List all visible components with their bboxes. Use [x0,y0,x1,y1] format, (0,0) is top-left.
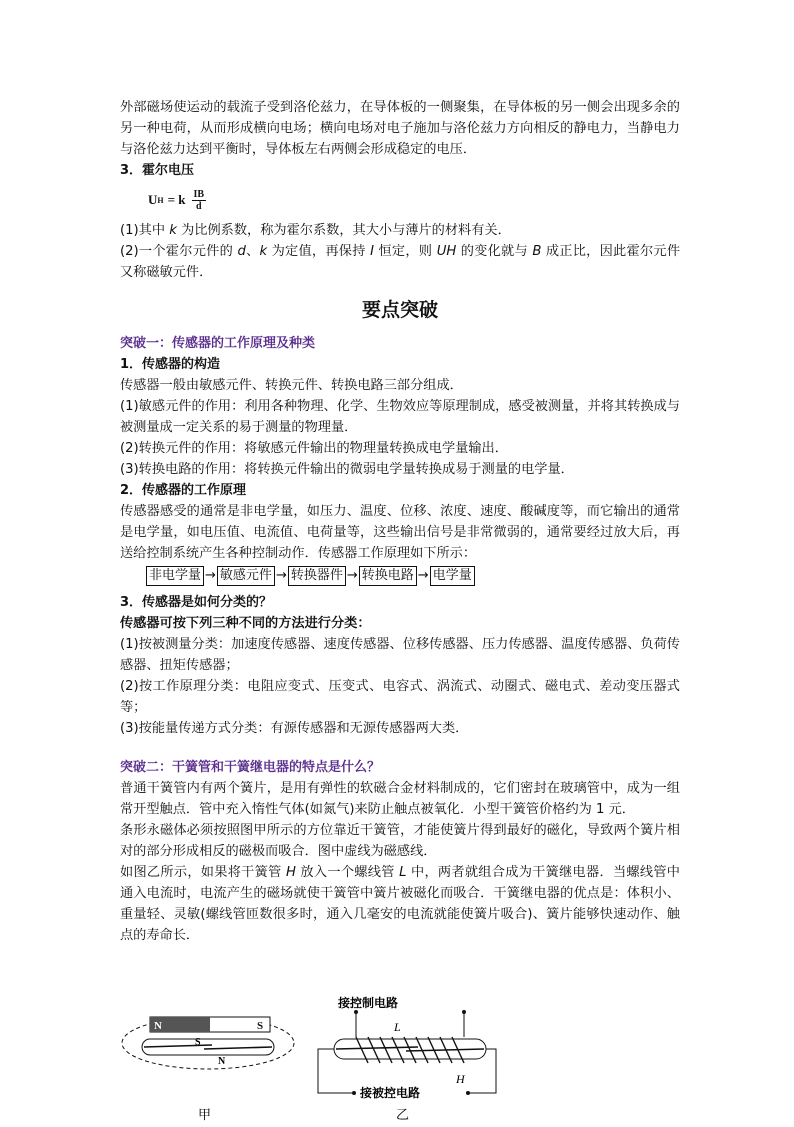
reed-s-label: S [195,1037,201,1048]
flow-step: 敏感元件 [217,566,275,586]
control-circuit-label: 接控制电路 [338,996,399,1010]
flow-step: 转换器件 [288,566,346,586]
paragraph: (2)转换元件的作用：将敏感元件输出的物理量转换成电学量输出． [120,441,508,456]
formula-fraction [192,189,207,212]
hall-voltage-heading: 3．霍尔电压 [120,163,195,178]
terminal-dot [466,1091,470,1095]
paragraph: 普通干簧管内有两个簧片，是用有弹性的软磁合金材料制成的，它们密封在玻璃管中，成为一组常开型触点．管中充入惰性气体(如氮气)来防止触点被氧化．小型干簧管价格约为 1 元． [120,781,680,817]
magnet-n-label: N [154,1020,162,1032]
flow-step: 电学量 [430,566,475,586]
flow-arrow: → [417,568,429,583]
formula-u: U [148,192,158,207]
breakthrough-2-title: 突破二：干簧管和干簧继电器的特点是什么？ [120,760,381,775]
figure-jia-label: 甲 [198,1108,212,1123]
paragraph: (3)按能量传递方式分类：有源传感器和无源传感器两大类． [120,721,469,736]
paragraph: (2)按工作原理分类：电阻应变式、压变式、电容式、涡流式、动圈式、磁电式、差动变压器式等； [120,679,680,715]
flow-step: 非电学量 [146,566,204,586]
flow-arrow: → [275,568,287,583]
reed-switch-diagram [120,985,500,1123]
section-title-wrap [120,283,680,333]
paragraph: 条形永磁体必须按照图甲所示的方位靠近干簧管，才能使簧片得到最好的磁化，导致两个簧片相对的部分形成相反的磁极而吸合．图中虚线为磁感线． [120,823,680,859]
figure-yi-label: 乙 [396,1108,410,1123]
breakthrough-1-title: 突破一：传感器的工作原理及种类 [120,336,316,351]
sensor-principle-heading: 2．传感器的工作原理 [120,483,247,498]
flow-arrow: → [205,568,216,583]
paragraph: (3)转换电路的作用：将转换元件输出的微弱电学量转换成易于测量的电学量． [120,462,574,477]
hall-voltage-formula [148,182,680,218]
flow-arrow: → [346,568,358,583]
magnet-s-label: S [257,1020,264,1032]
formula-eq: = k [167,192,186,207]
paragraph: 传感器感受的通常是非电学量，如压力、温度、位移、浓度、速度、酸碱度等，而它输出的通常是电学量，如电压值、电流值、电荷量等，这些输出信号是非常微弱的，通常要经过放大后，再送给控制系统产生各种控制动作．传感器工作原理如下所示： [120,504,680,561]
document-page [120,97,680,946]
reed-n-label: N [218,1056,226,1067]
note-2: (2)一个霍尔元件的 d、k 为定值，再保持 I 恒定，则 UH 的变化就与 B 成正比，因此霍尔元件又称磁敏元件． [120,244,681,280]
controlled-circuit-label: 接被控电路 [360,1086,421,1100]
note-1: (1)其中 k 为比例系数，称为霍尔系数，其大小与薄片的材料有关． [120,223,511,238]
sensor-classification-heading: 3．传感器是如何分类的？ [120,595,273,610]
section-title: 要点突破 [361,298,438,321]
sensor-flow-diagram [146,566,680,586]
paragraph: 如图乙所示，如果将干簧管 H 放入一个螺线管 L 中，两者就组合成为干簧继电器．当螺线管中通入电流时，电流产生的磁场就使干簧管中簧片被磁化而吸合．干簧继电器的优点是：体积小、重量轻、灵敏(螺线管匝数很多时，通入几毫安的电流就能使簧片吸合)、簧片能够快速动作、触点的寿命长． [120,865,680,943]
paragraph: 传感器可按下列三种不同的方法进行分类： [120,616,371,631]
formula-numerator: IB [193,188,205,200]
formula-sub: H [157,195,164,205]
tube-label: H [456,1072,465,1086]
coil-label: L [394,1020,401,1034]
formula-denominator: d [196,200,202,212]
intro-paragraph: 外部磁场使运动的载流子受到洛伦兹力，在导体板的一侧聚集，在导体板的另一侧会出现多余的另一种电荷，从而形成横向电场；横向电场对电子施加与洛伦兹力方向相反的静电力，当静电力与洛伦兹力达到平衡时，导体板左右两侧会形成稳定的电压． [120,100,680,157]
sensor-structure-heading: 1．传感器的构造 [120,357,221,372]
flow-step: 转换电路 [359,566,417,586]
terminal-dot [352,1091,356,1095]
paragraph: (1)敏感元件的作用：利用各种物理、化学、生物效应等原理制成，感受被测量，并将其转换成与被测量成一定关系的易于测量的物理量． [120,399,680,435]
paragraph: (1)按被测量分类：加速度传感器、速度传感器、位移传感器、压力传感器、温度传感器、负荷传感器、扭矩传感器； [120,637,680,673]
paragraph: 传感器一般由敏感元件、转换元件、转换电路三部分组成． [120,378,463,393]
reed-switch-figure [120,985,500,1123]
